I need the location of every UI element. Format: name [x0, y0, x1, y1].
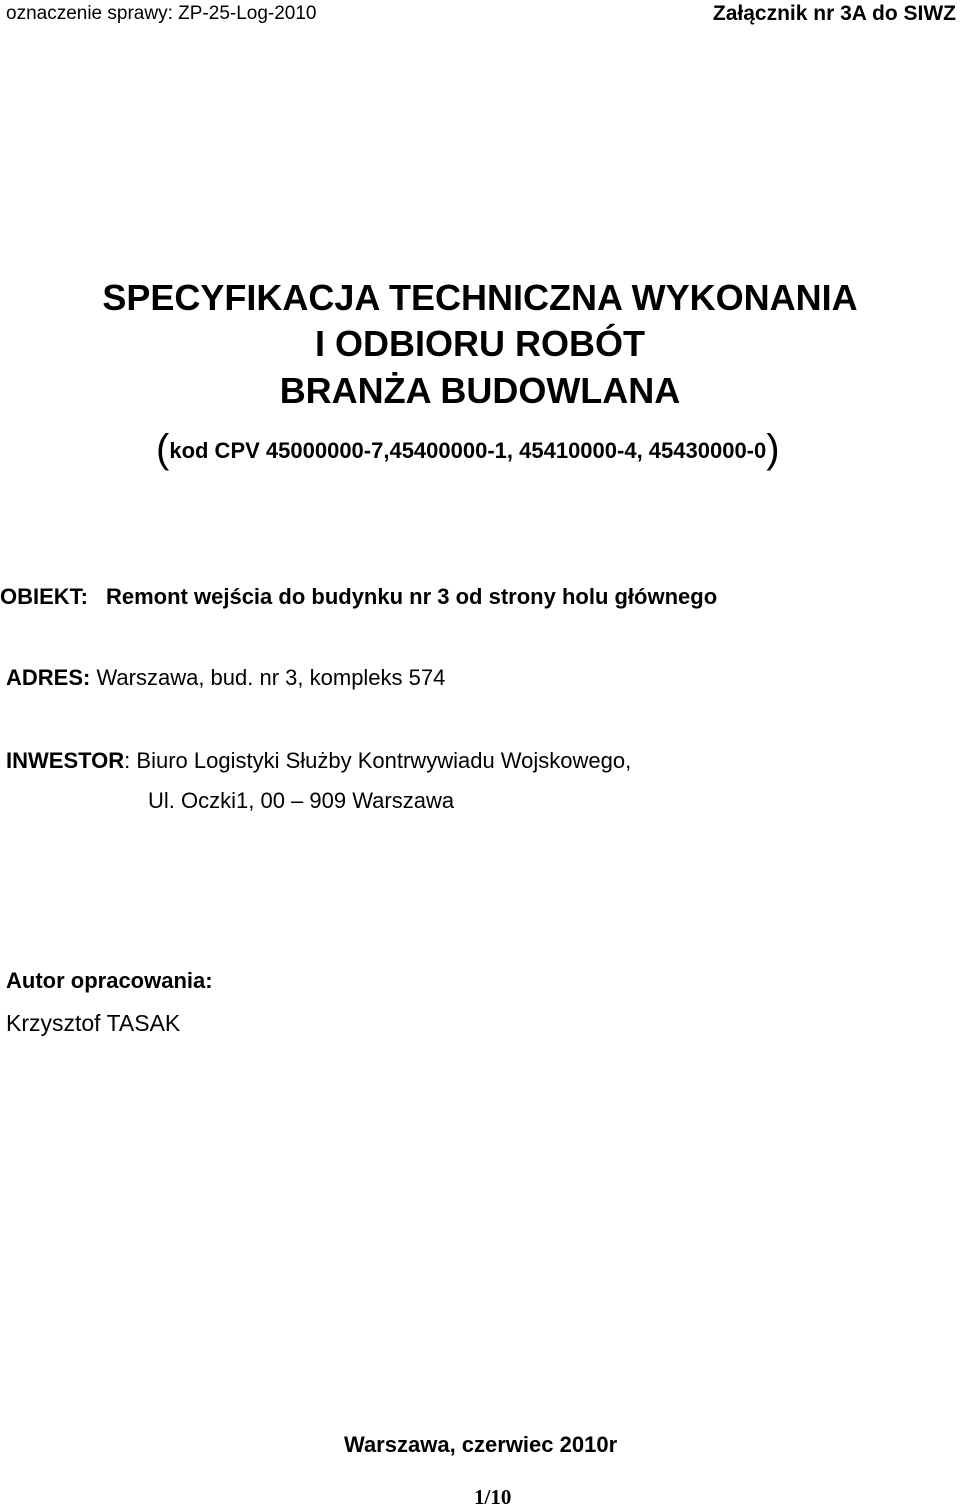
address-value: Warszawa, bud. nr 3, kompleks 574	[96, 665, 446, 690]
object-line	[0, 584, 717, 610]
cpv-open-paren: (	[156, 427, 170, 471]
author-name: Krzysztof TASAK	[6, 1010, 181, 1036]
cpv-close-paren: )	[766, 427, 780, 471]
document-title-line-2: I ODBIORU ROBÓT	[315, 323, 645, 364]
document-title-line-1: SPECYFIKACJA TECHNICZNA WYKONANIA	[102, 277, 858, 318]
object-label: OBIEKT:	[0, 584, 88, 609]
investor-colon: :	[124, 748, 131, 773]
investor-label: INWESTOR	[6, 748, 125, 773]
cpv-codes	[156, 425, 780, 475]
author-label: Autor opracowania:	[6, 968, 213, 993]
object-value: Remont wejścia do budynku nr 3 od strony holu głównego	[106, 584, 718, 609]
address-line	[6, 665, 445, 691]
investor-value-line-2: Ul. Oczki1, 00 – 909 Warszawa	[148, 788, 455, 813]
document-title-line-3: BRANŻA BUDOWLANA	[279, 370, 681, 411]
page-number: 1/10	[474, 1485, 512, 1509]
place-and-date: Warszawa, czerwiec 2010r	[344, 1432, 618, 1457]
investor-value-line-1: Biuro Logistyki Służby Kontrwywiadu Wojskowego,	[136, 748, 632, 773]
attachment-label: Załącznik nr 3A do SIWZ	[712, 2, 956, 25]
case-reference: oznaczenie sprawy: ZP-25-Log-2010	[6, 3, 317, 24]
investor-line	[6, 748, 631, 774]
address-label: ADRES:	[6, 665, 91, 690]
cpv-text: kod CPV 45000000-7,45400000-1, 45410000-4, 45430000-0	[169, 438, 767, 463]
